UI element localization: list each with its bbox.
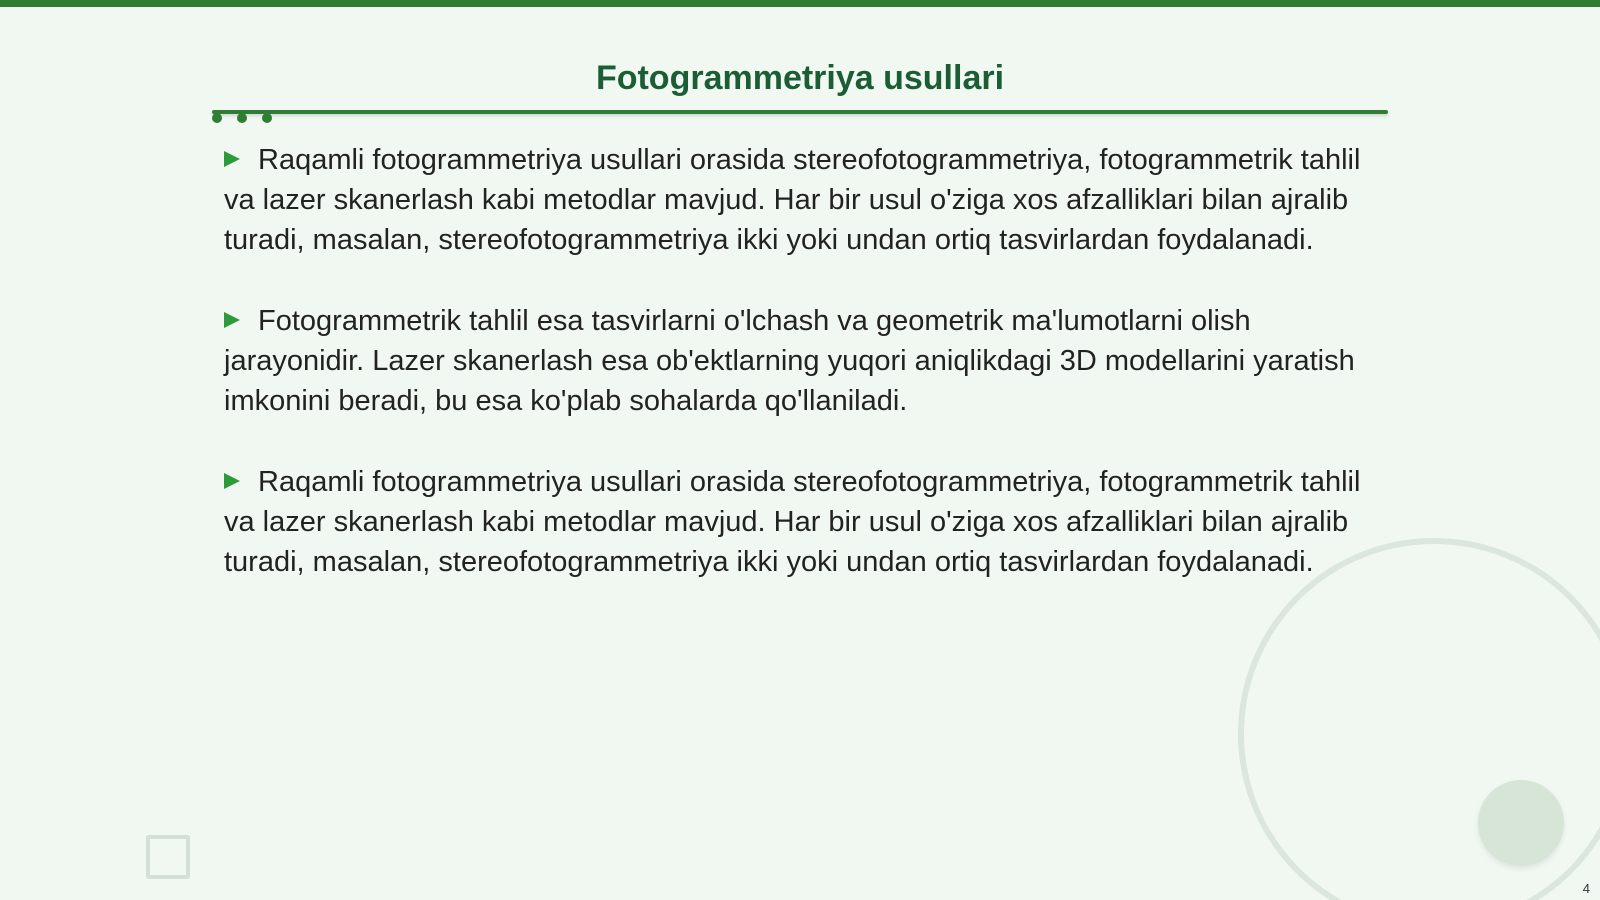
top-accent-bar <box>0 0 1600 7</box>
rule-dot <box>262 113 272 123</box>
decorative-square <box>146 835 190 879</box>
bullet-item <box>224 140 1384 260</box>
bullet-item <box>224 301 1384 421</box>
decorative-circle-filled <box>1478 780 1564 866</box>
bullet-text: Raqamli fotogrammetriya usullari orasida stereofotogrammetriya, fotogrammetrik tahlil va lazer skanerlash kabi metodlar mavjud. Har bir usul o'ziga xos afzalliklari bilan ajralib turadi, masalan, stereofotogrammetriya ikki yoki undan ortiq tasvirlardan foydalanadi. <box>224 144 1361 256</box>
slide-title: Fotogrammetriya usullari <box>595 59 1005 97</box>
bullet-text: Fotogrammetrik tahlil esa tasvirlarni o'lchash va geometrik ma'lumotlarni olish jarayonidir. Lazer skanerlash esa ob'ektlarning yuqori aniqlikdagi 3D modellarini yaratish imkonini beradi, bu esa ko'plab sohalarda qo'llaniladi. <box>224 305 1355 417</box>
bullet-arrow-icon <box>224 151 240 167</box>
rule-dot <box>212 113 222 123</box>
bullet-item <box>224 462 1384 582</box>
bullet-list <box>224 140 1384 623</box>
bullet-arrow-icon <box>224 473 240 489</box>
bullet-text: Raqamli fotogrammetriya usullari orasida stereofotogrammetriya, fotogrammetrik tahlil va lazer skanerlash kabi metodlar mavjud. Har bir usul o'ziga xos afzalliklari bilan ajralib turadi, masalan, stereofotogrammetriya ikki yoki undan ortiq tasvirlardan foydalanadi. <box>224 466 1361 578</box>
title-underline <box>212 110 1388 114</box>
rule-dot <box>237 113 247 123</box>
page-number: 4 <box>1582 881 1590 896</box>
bullet-arrow-icon <box>224 312 240 328</box>
